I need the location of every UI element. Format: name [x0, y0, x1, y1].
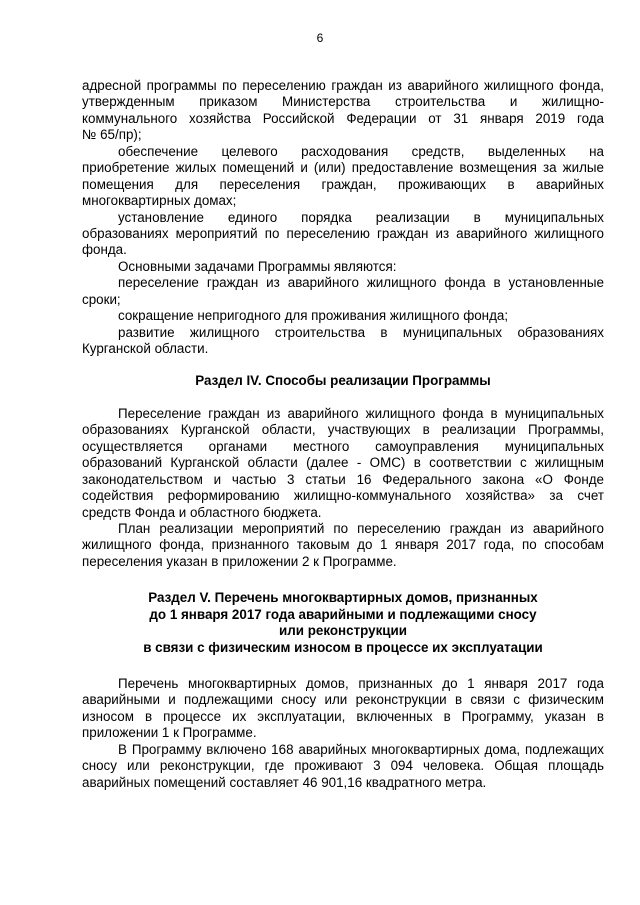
section-5-heading: [82, 590, 604, 656]
text-line: средств Фонда и областного бюджета.: [82, 504, 322, 520]
text-line: № 65/пр);: [82, 127, 142, 143]
text-line: приложении 1 к Программе.: [82, 725, 257, 741]
text-line: жилищного фонда, признанного таковым до 1 января 2017 года, по способам: [82, 537, 604, 553]
text-line: Перечень многоквартирных домов, признанных до 1 января 2017 года: [118, 676, 604, 691]
text-line: развитие жилищного строительства в муниципальных образованиях: [118, 324, 604, 340]
paragraph-main-tasks: [82, 259, 604, 275]
section-4-heading: Раздел IV. Способы реализации Программы: [195, 373, 491, 389]
text-line: В Программу включено 168 аварийных многоквартирных дома, подлежащих: [118, 741, 604, 757]
text-line: сносу или реконструкции, где проживают 3 094 человека. Общая площадь: [82, 758, 604, 774]
text-line: износом в процессе их эксплуатации, включенных в Программу, указан в: [82, 708, 604, 724]
text-line: образований Курганской области (далее - ОМС) в соответствии с жилищным: [82, 455, 604, 471]
text-line: Основными задачами Программы являются:: [118, 258, 397, 274]
text-line: обеспечение целевого расходования средств, выделенных на: [118, 143, 604, 159]
text-line: фонда.: [82, 242, 127, 258]
text-line: План реализации мероприятий по переселению граждан из аварийного: [118, 520, 604, 536]
text-line: адресной программы по переселению граждан из аварийного жилищного фонда,: [82, 78, 604, 93]
paragraph-housing-development: [82, 325, 604, 358]
text-line: осуществляется органами местного самоуправления муниципальных: [82, 438, 604, 454]
text-line: Курганской области.: [82, 341, 209, 356]
paragraph-housing-reduction: [82, 308, 604, 324]
paragraph-targeted-spending: [82, 144, 604, 210]
text-line: многоквартирных домах;: [82, 193, 237, 209]
text-line: помещения для переселения граждан, проживающих в аварийных: [82, 176, 604, 192]
text-line: коммунального хозяйства Российской Федерации от 31 января 2019 года: [82, 110, 604, 126]
text-line: образованиях мероприятий по переселению граждан из аварийного жилищного: [82, 225, 604, 241]
text-line: образованиях Курганской области, участвующих в реализации Программы,: [82, 422, 604, 438]
text-line: аварийными и подлежащими сносу или реконструкции в связи с физическим: [82, 692, 604, 708]
document-body: [82, 78, 604, 791]
section-5-paragraph-1: [82, 676, 604, 742]
section-4-paragraph-1: [82, 406, 604, 521]
section-4-paragraph-2: [82, 521, 604, 570]
text-line: переселение граждан из аварийного жилищного фонда в установленные: [118, 275, 604, 291]
text-line: переселения указан в приложении 2 к Программе.: [82, 553, 397, 569]
text-line: сроки;: [82, 291, 121, 307]
text-line: установление единого порядка реализации в муниципальных: [118, 209, 604, 225]
heading-line: Раздел V. Перечень многоквартирных домов, признанных: [148, 590, 538, 606]
page-number: 6: [316, 31, 324, 45]
text-line: законодательством и частью 3 статьи 16 Федерального закона «О Фонде: [82, 471, 604, 487]
paragraph-resettlement-deadlines: [82, 275, 604, 308]
heading-line: до 1 января 2017 года аварийными и подлежащими сносу: [149, 606, 537, 622]
text-line: утвержденным приказом Министерства строительства и жилищно-: [82, 94, 604, 110]
paragraph-program-basis: [82, 78, 604, 144]
text-line: сокращение непригодного для проживания жилищного фонда;: [118, 308, 509, 324]
heading-line: в связи с физическим износом в процессе их эксплуатации: [143, 639, 543, 655]
text-line: содействия реформированию жилищно-коммунального хозяйства» за счет: [82, 488, 604, 504]
heading-line: или реконструкции: [279, 623, 407, 639]
section-5-paragraph-2: [82, 742, 604, 791]
paragraph-unified-procedure: [82, 210, 604, 259]
text-line: Переселение граждан из аварийного жилищного фонда в муниципальных: [118, 405, 604, 421]
text-line: аварийных помещений составляет 46 901,16 квадратного метра.: [82, 774, 487, 790]
text-line: приобретение жилых помещений и (или) предоставление возмещения за жилые: [82, 160, 604, 176]
